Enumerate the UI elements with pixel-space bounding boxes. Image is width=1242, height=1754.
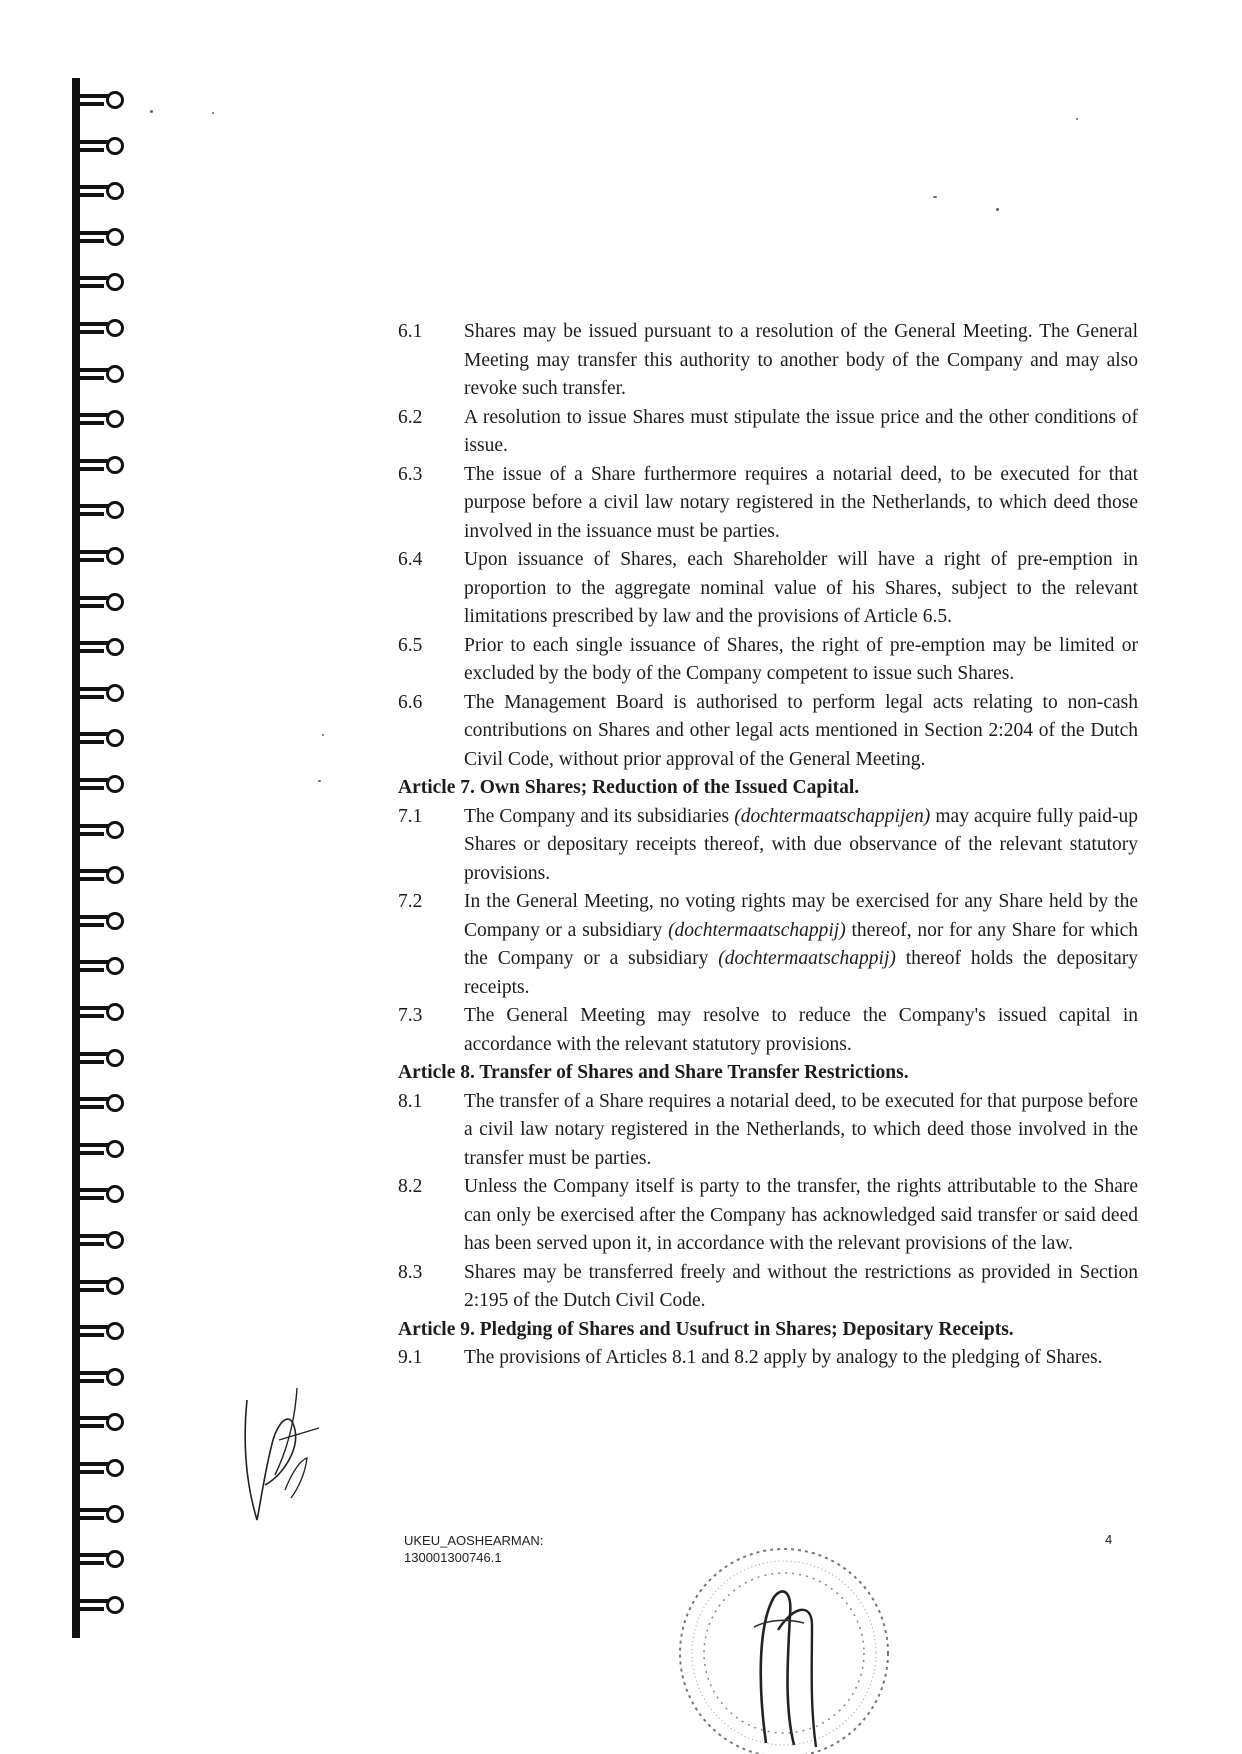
clause-8-2 bbox=[398, 1173, 1138, 1259]
binding-coil bbox=[78, 90, 124, 112]
clause-9-1 bbox=[398, 1344, 1138, 1373]
scan-speck bbox=[212, 112, 214, 114]
binding-coil bbox=[78, 865, 124, 887]
spiral-binding bbox=[72, 78, 128, 1638]
clause-text: The transfer of a Share requires a notarial deed, to be executed for that purpose before a civil law notary registered in the Netherlands, to which deed those involved in the transfer must be parties. bbox=[464, 1090, 1138, 1169]
article-9-lead: Article 9. bbox=[398, 1318, 475, 1340]
article-8-heading bbox=[398, 1059, 1138, 1088]
binding-coil bbox=[78, 728, 124, 750]
scan-speck bbox=[150, 110, 153, 113]
clause-number: 7.3 bbox=[398, 1005, 423, 1026]
article-7-title: Own Shares; Reduction of the Issued Capital. bbox=[479, 777, 860, 798]
clause-text: Shares may be issued pursuant to a resolution of the General Meeting. The General Meeting may transfer this authority to another body of the Company and may also revoke such transfer. bbox=[464, 321, 1138, 399]
binding-coil bbox=[78, 820, 124, 842]
binding-coil bbox=[78, 1367, 124, 1389]
binding-coil bbox=[78, 1504, 124, 1526]
document-body bbox=[398, 318, 1138, 1373]
scan-speck bbox=[996, 208, 999, 211]
binding-coil bbox=[78, 1595, 124, 1617]
clause-text: The Management Board is authorised to perform legal acts relating to non-cash contributions on Shares and other legal acts mentioned in Section 2:204 of the Dutch Civil Code, without prior approval of the General Meeting. bbox=[464, 691, 1138, 770]
clause-8-3 bbox=[398, 1259, 1138, 1316]
binding-coil bbox=[78, 227, 124, 249]
binding-coil bbox=[78, 1276, 124, 1298]
binding-coil bbox=[78, 774, 124, 796]
binding-coil bbox=[78, 455, 124, 477]
scan-speck bbox=[933, 196, 937, 198]
clause-text: In the General Meeting, no voting rights may be exercised for any Share held by the Company or a subsidiary (dochtermaatschappij) thereof, nor for any Share for which the Company or a subsidiary (dochtermaatschappij) thereof holds the depositary receipts. bbox=[464, 891, 1138, 998]
clause-6-2 bbox=[398, 404, 1138, 461]
document-reference-line-2: 130001300746.1 bbox=[404, 1550, 502, 1565]
binding-coil bbox=[78, 546, 124, 568]
clause-text: The provisions of Articles 8.1 and 8.2 apply by analogy to the pledging of Shares. bbox=[464, 1347, 1103, 1368]
clause-number: 7.2 bbox=[398, 891, 423, 912]
clause-number: 6.3 bbox=[398, 463, 423, 485]
document-reference bbox=[404, 1532, 543, 1566]
clause-6-1 bbox=[398, 318, 1138, 404]
clause-text: The General Meeting may resolve to reduce the Company's issued capital in accordance with the relevant statutory provisions. bbox=[464, 1005, 1138, 1055]
binding-coil bbox=[78, 911, 124, 933]
clause-6-3 bbox=[398, 461, 1138, 547]
clause-text: The issue of a Share furthermore requires a notarial deed, to be executed for that purpose before a civil law notary registered in the Netherlands, to which deed those involved in the issuance must be parties. bbox=[464, 463, 1138, 542]
binding-coil bbox=[78, 181, 124, 203]
clause-number: 8.1 bbox=[398, 1090, 423, 1112]
page-number: 4 bbox=[1105, 1532, 1113, 1547]
binding-coil bbox=[78, 637, 124, 659]
handwritten-initials-signature bbox=[235, 1380, 325, 1530]
binding-coil bbox=[78, 683, 124, 705]
binding-coil bbox=[78, 1230, 124, 1252]
document-reference-line-1: UKEU_AOSHEARMAN: bbox=[404, 1533, 544, 1548]
clause-number: 7.1 bbox=[398, 805, 423, 827]
clause-8-1 bbox=[398, 1088, 1138, 1174]
article-6-clauses bbox=[398, 318, 1138, 774]
clause-text: Unless the Company itself is party to the transfer, the rights attributable to the Share can only be exercised after the Company has acknowledged said transfer or said deed has been served upon it, in accordance with the relevant provisions of the law. bbox=[464, 1176, 1138, 1254]
article-8-lead: Article 8. bbox=[398, 1062, 475, 1083]
binding-coil bbox=[78, 136, 124, 158]
binding-coil bbox=[78, 364, 124, 386]
article-8-title: Transfer of Shares and Share Transfer Restrictions. bbox=[479, 1062, 909, 1083]
clause-text: Upon issuance of Shares, each Shareholder will have a right of pre-emption in proportion to the aggregate nominal value of his Shares, subject to the relevant limitations prescribed by law and the provisions of Article 6.5. bbox=[464, 549, 1138, 627]
clause-number: 6.6 bbox=[398, 691, 423, 713]
clause-text: Shares may be transferred freely and without the restrictions as provided in Section 2:195 of the Dutch Civil Code. bbox=[464, 1261, 1138, 1311]
article-8-clauses bbox=[398, 1088, 1138, 1316]
binding-coil bbox=[78, 1184, 124, 1206]
clause-number: 8.2 bbox=[398, 1176, 423, 1197]
clause-7-2 bbox=[398, 888, 1138, 1002]
article-9-title: Pledging of Shares and Usufruct in Shares; Depositary Receipts. bbox=[479, 1318, 1014, 1340]
binding-coil bbox=[78, 1321, 124, 1343]
article-7-heading bbox=[398, 774, 1138, 803]
clause-6-4 bbox=[398, 546, 1138, 632]
binding-coil bbox=[78, 1412, 124, 1434]
notary-seal-stamp bbox=[662, 1535, 902, 1754]
clause-text: A resolution to issue Shares must stipulate the issue price and the other conditions of issue. bbox=[464, 406, 1138, 456]
binding-coil bbox=[78, 1549, 124, 1571]
binding-coil bbox=[78, 318, 124, 340]
clause-number: 6.5 bbox=[398, 634, 423, 656]
clause-number: 6.2 bbox=[398, 406, 423, 428]
binding-coil bbox=[78, 956, 124, 978]
binding-coil bbox=[78, 409, 124, 431]
binding-coil bbox=[78, 592, 124, 614]
binding-coil bbox=[78, 1139, 124, 1161]
clause-7-3 bbox=[398, 1002, 1138, 1059]
clause-7-1 bbox=[398, 803, 1138, 889]
scan-speck bbox=[322, 734, 324, 736]
binding-coil bbox=[78, 1458, 124, 1480]
clause-number: 9.1 bbox=[398, 1347, 423, 1368]
clause-6-6 bbox=[398, 689, 1138, 775]
binding-coil bbox=[78, 272, 124, 294]
scan-speck bbox=[1076, 118, 1078, 120]
article-7-lead: Article 7. bbox=[398, 777, 475, 798]
binding-coil bbox=[78, 1002, 124, 1024]
scan-speck bbox=[318, 780, 321, 782]
clause-number: 6.1 bbox=[398, 321, 423, 342]
binding-coil bbox=[78, 1048, 124, 1070]
binding-coil bbox=[78, 500, 124, 522]
clause-text: The Company and its subsidiaries (dochtermaatschappijen) may acquire fully paid-up Shares or depositary receipts thereof, with due observance of the relevant statutory provisions. bbox=[464, 805, 1138, 884]
binding-coil bbox=[78, 1093, 124, 1115]
clause-number: 8.3 bbox=[398, 1261, 423, 1283]
clause-number: 6.4 bbox=[398, 549, 423, 570]
clause-6-5 bbox=[398, 632, 1138, 689]
article-9-heading bbox=[398, 1316, 1138, 1345]
clause-text: Prior to each single issuance of Shares, the right of pre-emption may be limited or excluded by the body of the Company competent to issue such Shares. bbox=[464, 634, 1138, 684]
